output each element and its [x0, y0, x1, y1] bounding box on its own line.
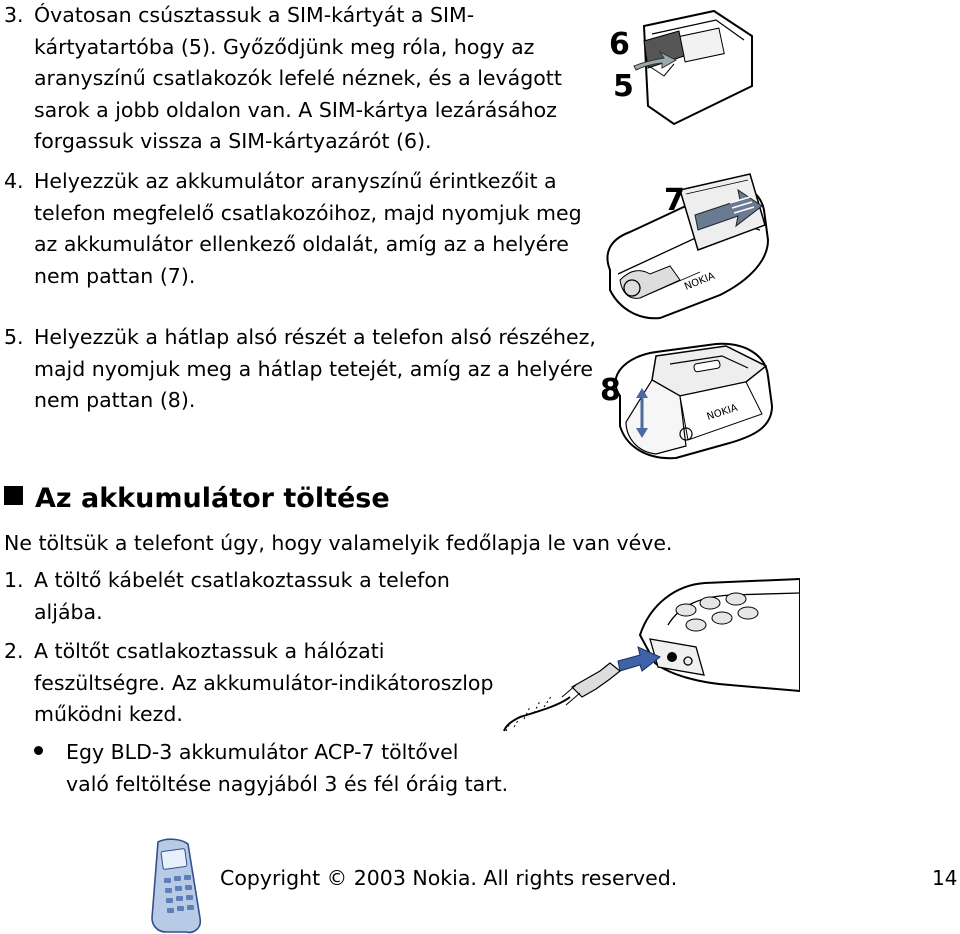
section-heading — [4, 481, 390, 517]
charger-connection-illustration — [500, 575, 800, 745]
heading-square-icon — [4, 486, 23, 505]
figure-label-5: 5 — [613, 69, 634, 104]
step-5-number: 5. — [4, 325, 24, 349]
step-5-text — [34, 322, 596, 417]
battery-illustration — [600, 170, 770, 320]
section-intro: Ne töltsük a telefont úgy, hogy valamelyik fedőlapja le van véve. — [4, 531, 673, 555]
step-3-line: forgassuk vissza a SIM-kártyazárót (6). — [34, 129, 432, 153]
charge-step-1-line: aljába. — [34, 599, 103, 624]
sim-card-illustration — [604, 6, 754, 126]
step-4-line: nem pattan (7). — [34, 263, 196, 288]
charge-step-2-text — [34, 636, 493, 731]
charge-step-2-line: feszültségre. Az akkumulátor-indikátoroszlop — [34, 670, 494, 695]
bullet-line: való feltöltése nagyjából 3 és fél óráig tart. — [66, 771, 509, 796]
nokia-logo: NOKIA — [683, 270, 717, 293]
step-3-number: 3. — [4, 3, 24, 27]
step-4-line: Helyezzük az akkumulátor aranyszínű érintkezőit a — [34, 169, 557, 193]
step-5-line: majd nyomjuk meg a hátlap tetejét, amíg az a helyére — [34, 356, 594, 381]
step-5-line: Helyezzük a hátlap alsó részét a telefon alsó részéhez, — [34, 325, 596, 349]
charge-step-1-text — [34, 565, 450, 628]
step-3-line: sarok a jobb oldalon van. A SIM-kártya lezárásához — [34, 97, 557, 122]
step-3-line: Óvatosan csúsztassuk a SIM-kártyát a SIM- — [34, 3, 475, 27]
section-title: Az akkumulátor töltése — [35, 483, 390, 514]
step-3-line: aranyszínű csatlakozók lefelé néznek, és a levágott — [34, 66, 562, 90]
step-4-line: az akkumulátor ellenkező oldalát, amíg az a helyére — [34, 232, 569, 256]
charge-step-2-line: működni kezd. — [34, 702, 183, 726]
step-3-text — [34, 0, 562, 158]
phone-thumbnail-icon — [146, 838, 206, 934]
bullet-icon — [34, 746, 43, 755]
bullet-line: Egy BLD-3 akkumulátor ACP-7 töltővel — [66, 740, 459, 764]
figure-label-6: 6 — [609, 27, 630, 62]
step-3-line: kártyatartóba (5). Győződjünk meg róla, hogy az — [34, 34, 535, 59]
figure-label-7: 7 — [664, 183, 685, 218]
charge-step-2-number: 2. — [4, 639, 24, 663]
nokia-logo: NOKIA — [705, 402, 740, 423]
step-4-line: telefon megfelelő csatlakozóihoz, majd nyomjuk meg — [34, 200, 582, 225]
charge-step-1-number: 1. — [4, 568, 24, 592]
page-number: 14 — [932, 866, 958, 890]
back-cover-illustration — [596, 336, 776, 460]
step-5-line: nem pattan (8). — [34, 388, 196, 412]
charge-step-1-line: A töltő kábelét csatlakoztassuk a telefon — [34, 568, 450, 592]
bullet-text — [66, 737, 508, 800]
footer-copyright: Copyright © 2003 Nokia. All rights reserved. — [220, 866, 678, 890]
figure-label-8: 8 — [600, 373, 621, 408]
charge-step-2-line: A töltőt csatlakoztassuk a hálózati — [34, 639, 385, 663]
step-4-number: 4. — [4, 169, 24, 193]
step-4-text — [34, 166, 582, 292]
